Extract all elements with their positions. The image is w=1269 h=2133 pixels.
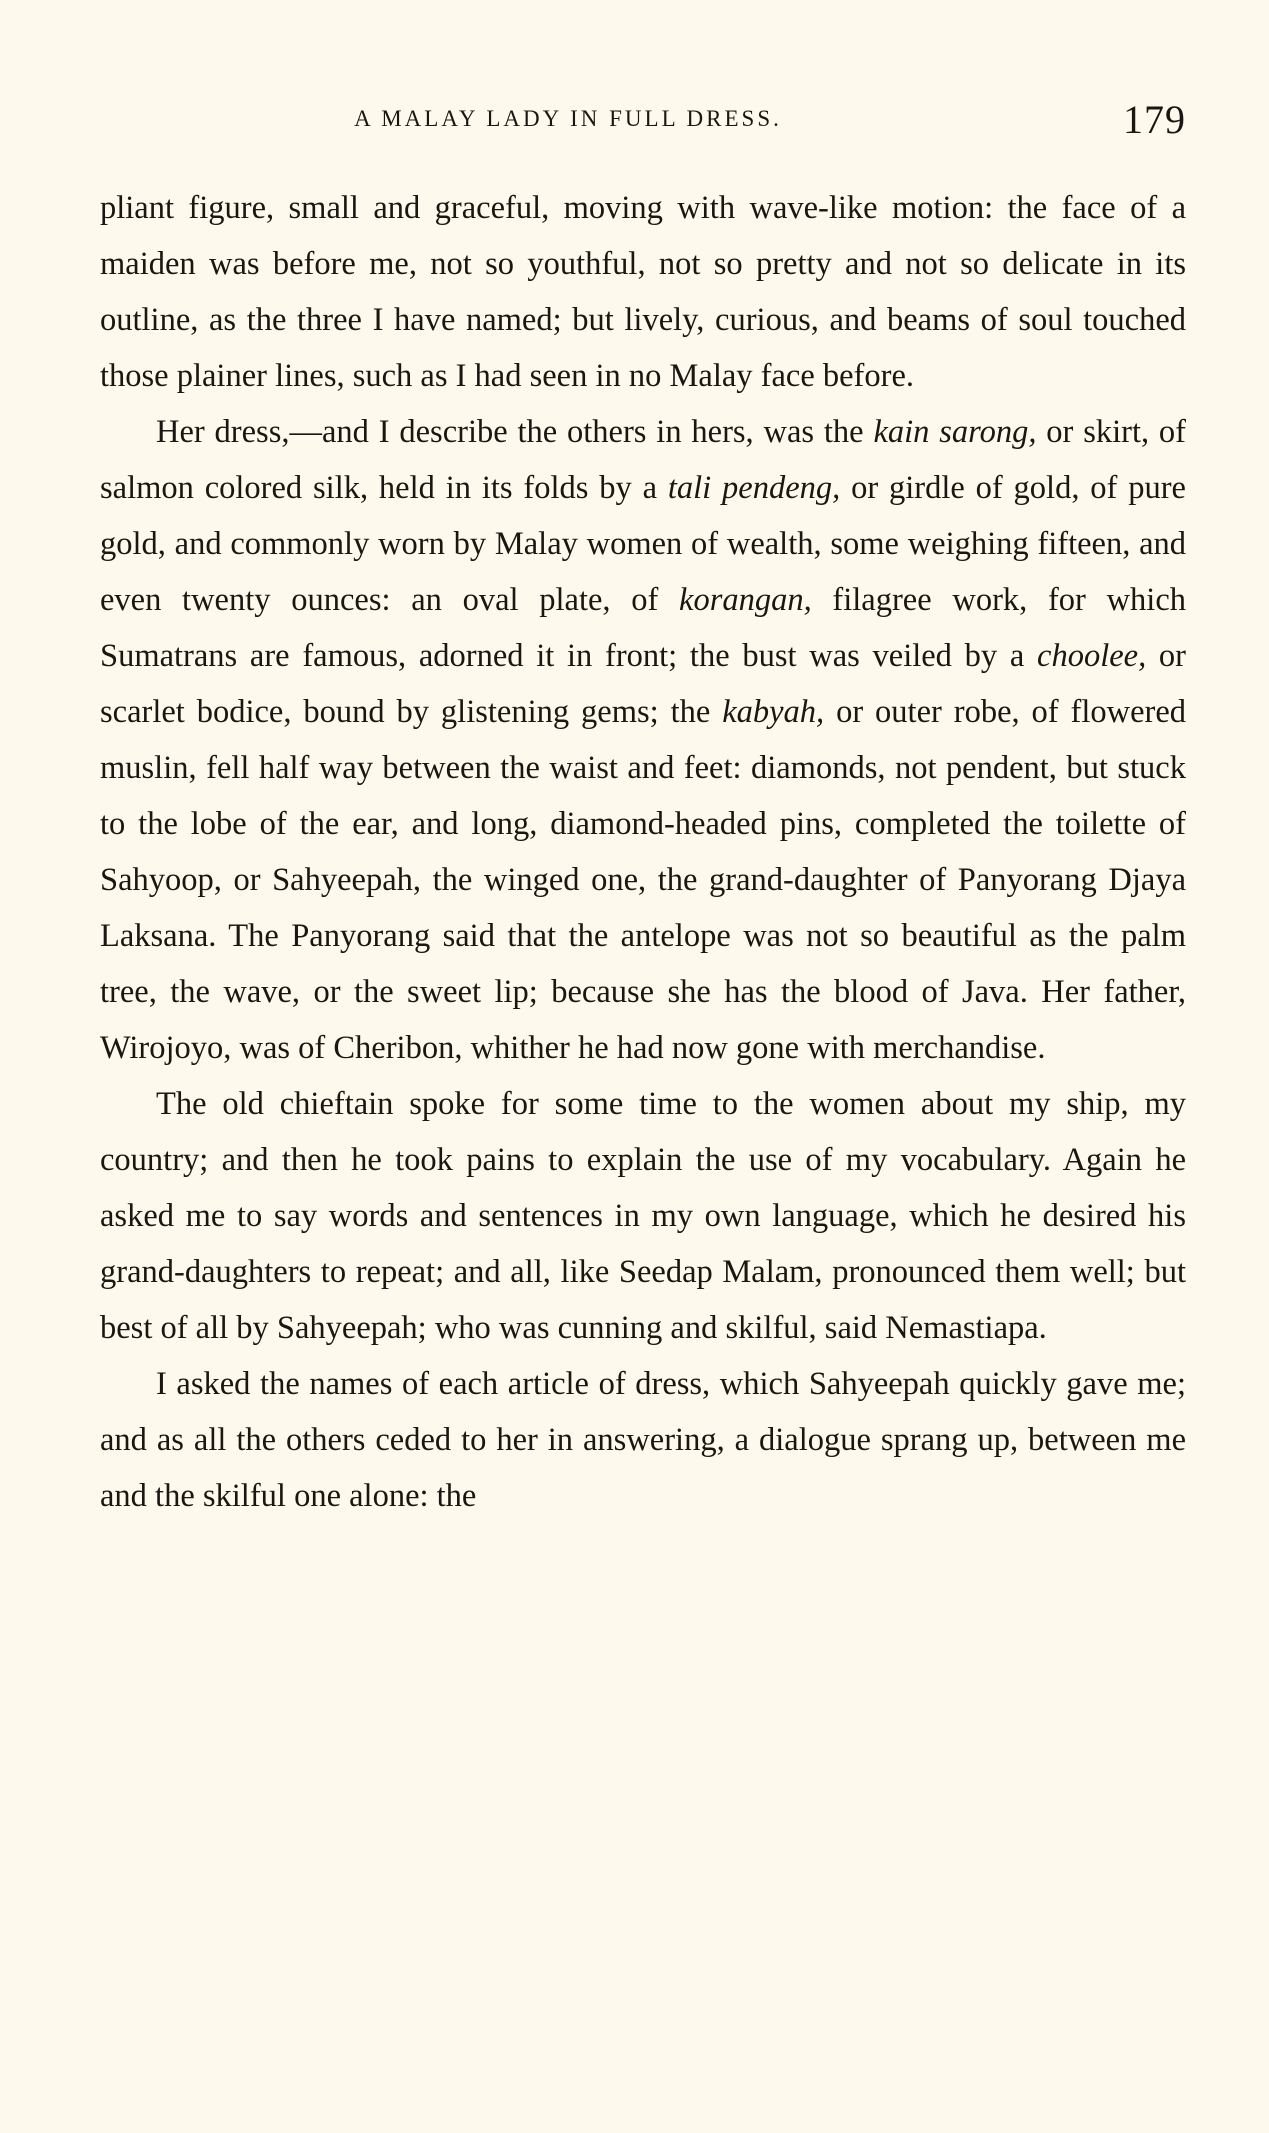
text-run: I asked the names of each article of dress, which Sahyeepah quickly gave me; and as all the others ceded to her in answering, a dialogue sprang up, between me and the skilful one alone: the <box>100 1366 1186 1514</box>
text-run: or scarlet bodice, bound by glistening gems; the <box>100 638 1186 730</box>
text-run: or outer robe, of flowered muslin, fell half way between the waist and feet: diamonds, not pendent, but stuck to the lobe of the ear, and long, diamond-headed pins, completed the toilette of Sahyoop, or Sahyeepah, the winged one, the grand-daughter of Panyorang Djaya Laksana. The Panyorang said that the antelope was not so beautiful as the palm tree, the wave, or the sweet lip; because she has the blood of Java. Her father, Wirojoyo, was of Cheribon, whither he had now gone with merchandise. <box>100 694 1186 1066</box>
paragraph-3 <box>100 1076 1186 1356</box>
italic-term: tali pendeng, <box>667 470 841 506</box>
running-title: A MALAY LADY IN FULL DRESS. <box>354 106 782 131</box>
italic-term: kabyah, <box>722 694 825 730</box>
text-run: Her dress,—and I describe the others in hers, was the <box>156 414 874 450</box>
page-number: 179 <box>1123 97 1186 142</box>
text-run: filagree work, for which Sumatrans are famous, adorned it in front; the bust was veiled by a <box>100 582 1187 674</box>
italic-term: korangan, <box>679 582 812 618</box>
paragraph-4 <box>100 1356 1186 1524</box>
text-run: or girdle of gold, of pure gold, and commonly worn by Malay women of wealth, some weighing fifteen, and even twenty ounces: an oval plate, of <box>100 470 1186 618</box>
running-head <box>100 97 1186 142</box>
italic-term: kain sarong, <box>873 414 1037 450</box>
text-run: or skirt, of salmon colored silk, held in its folds by a <box>100 414 1187 506</box>
text-run: The old chieftain spoke for some time to the women about my ship, my country; and then he took pains to explain the use of my vocabulary. Again he asked me to say words and sentences in my own language, which he desired his grand-daughters to repeat; and all, like Seedap Malam, pronounced them well; but best of all by Sahyeepah; who was cunning and skilful, said Nemastiapa. <box>100 1086 1186 1346</box>
paragraph-2 <box>100 404 1186 1076</box>
text-run: pliant figure, small and graceful, moving with wave-like motion: the face of a maiden was before me, not so youthful, not so pretty and not so delicate in its outline, as the three I have named; but lively, curious, and beams of soul touched those plainer lines, such as I had seen in no Malay face before. <box>100 190 1186 394</box>
body-text <box>100 180 1186 1524</box>
italic-term: choolee, <box>1037 638 1147 674</box>
paragraph-1 <box>100 180 1186 404</box>
